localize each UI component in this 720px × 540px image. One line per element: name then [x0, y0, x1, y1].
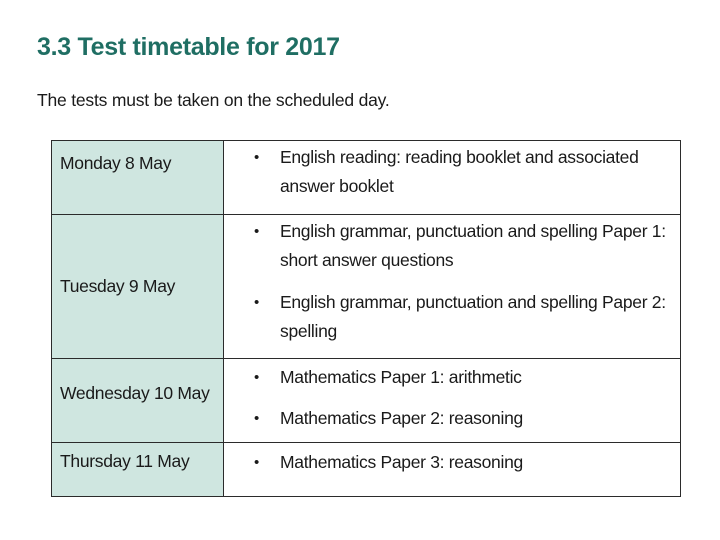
bullet-icon: •: [254, 149, 259, 166]
section-heading: 3.3 Test timetable for 2017: [37, 33, 340, 61]
bullet-icon: •: [254, 223, 259, 240]
test-item: [254, 448, 672, 477]
bullet-icon: •: [254, 369, 259, 386]
test-item: [254, 143, 672, 201]
test-label: English grammar, punctuation and spelling Paper 1: short answer questions: [280, 221, 666, 270]
test-item: [254, 404, 672, 433]
test-item: [254, 217, 672, 275]
day-cell-monday: [52, 141, 224, 215]
day-cell-wednesday: [52, 359, 224, 443]
tests-cell-wednesday: [224, 359, 680, 443]
day-label: Thursday 11 May: [60, 451, 190, 471]
test-label: English grammar, punctuation and spelling Paper 2: spelling: [280, 292, 666, 341]
test-label: Mathematics Paper 2: reasoning: [280, 408, 523, 428]
day-label: Tuesday 9 May: [60, 276, 176, 296]
day-cell-tuesday: [52, 215, 224, 359]
day-label: Monday 8 May: [60, 153, 172, 173]
intro-text: The tests must be taken on the scheduled day.: [37, 90, 390, 110]
day-label: Wednesday 10 May: [60, 383, 210, 403]
test-label: English reading: reading booklet and associated answer booklet: [280, 147, 639, 196]
bullet-icon: •: [254, 294, 259, 311]
tests-cell-monday: [224, 141, 680, 215]
day-cell-thursday: [52, 443, 224, 496]
test-timetable: [51, 140, 681, 497]
tests-cell-tuesday: [224, 215, 680, 359]
test-item: [254, 288, 672, 346]
bullet-icon: •: [254, 454, 259, 471]
bullet-icon: •: [254, 410, 259, 427]
test-label: Mathematics Paper 3: reasoning: [280, 452, 523, 472]
test-label: Mathematics Paper 1: arithmetic: [280, 367, 522, 387]
test-item: [254, 363, 672, 392]
tests-cell-thursday: [224, 443, 680, 496]
